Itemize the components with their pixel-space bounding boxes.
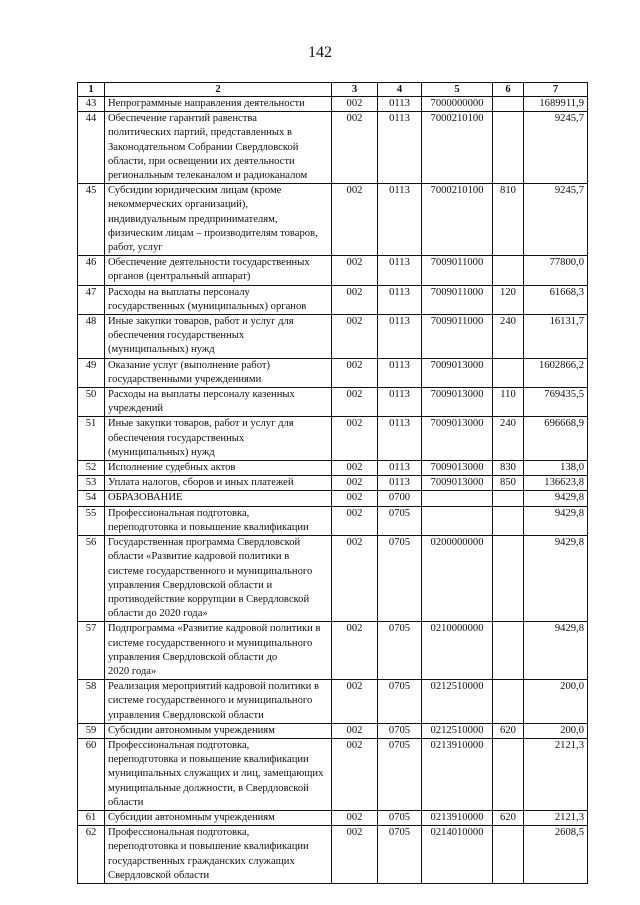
item-name-line: системе государственного и муниципального [108,695,313,707]
target-article-cell: 7009011000 [422,256,493,285]
item-name-cell [105,491,332,506]
row-number-cell: 43 [78,97,105,112]
item-name-cell [105,112,332,184]
page-number: 142 [308,44,332,61]
item-name-cell [105,826,332,884]
item-name-cell [105,810,332,825]
target-article-cell: 7009013000 [422,358,493,387]
item-name-cell [105,285,332,314]
row-number-cell: 59 [78,723,105,738]
ministry-code-cell: 002 [332,622,378,680]
section-code-cell: 0705 [378,622,422,680]
item-name-line: региональным телеканалом и радиоканалом [108,170,308,182]
target-article-cell: 0214010000 [422,826,493,884]
ministry-code-cell: 002 [332,476,378,491]
item-name-cell [105,417,332,461]
item-name-cell [105,738,332,810]
item-name-line: системе государственного и муниципального [108,637,313,649]
amount-cell: 77800,0 [524,256,588,285]
amount-cell: 9245,7 [524,112,588,184]
section-code-cell: 0705 [378,536,422,622]
target-article-cell: 7009011000 [422,315,493,359]
table-row [78,826,588,884]
item-name-line: Расходы на выплаты персоналу [108,286,250,298]
row-number-cell: 45 [78,184,105,256]
item-name-line: государственных гражданских служащих [108,855,295,867]
column-header: 6 [493,83,524,97]
item-name-line: Свердловской области [108,869,210,881]
amount-cell: 9429,8 [524,536,588,622]
amount-cell: 61668,3 [524,285,588,314]
expense-type-cell: 120 [493,285,524,314]
table-row [78,723,588,738]
row-number-cell: 57 [78,622,105,680]
column-header: 2 [105,83,332,97]
expense-type-cell: 830 [493,461,524,476]
amount-cell: 2121,3 [524,738,588,810]
item-name-line: физическим лицам – производителям товаров, [108,227,318,239]
expense-type-cell [493,112,524,184]
table-row [78,461,588,476]
target-article-cell: 7000210100 [422,112,493,184]
column-header: 5 [422,83,493,97]
item-name-line: политических партий, представленных в [108,127,292,139]
item-name-line: области до 2020 года» [108,608,208,620]
ministry-code-cell: 002 [332,491,378,506]
amount-cell: 200,0 [524,723,588,738]
item-name-line: Расходы на выплаты персоналу казенных [108,389,295,401]
target-article-cell: 7009013000 [422,417,493,461]
item-name-line: управления Свердловской области и [108,579,273,591]
item-name-line: муниципальные должности, в Свердловской [108,782,309,794]
amount-cell: 2608,5 [524,826,588,884]
amount-cell: 9429,8 [524,491,588,506]
item-name-cell [105,536,332,622]
section-code-cell: 0705 [378,826,422,884]
row-number-cell: 51 [78,417,105,461]
item-name-cell [105,184,332,256]
expense-type-cell: 810 [493,184,524,256]
item-name-line: органов (центральный аппарат) [108,271,251,283]
item-name-line: Обеспечение гарантий равенства [108,113,257,125]
expense-type-cell [493,738,524,810]
expense-type-cell [493,256,524,285]
target-article-cell: 7009013000 [422,476,493,491]
item-name-line: Обеспечение деятельности государственных [108,257,310,269]
ministry-code-cell: 002 [332,536,378,622]
table-row [78,184,588,256]
expense-type-cell: 850 [493,476,524,491]
ministry-code-cell: 002 [332,112,378,184]
section-code-cell: 0113 [378,112,422,184]
item-name-line: Оказание услуг (выполнение работ) [108,359,271,371]
table-row [78,491,588,506]
section-code-cell: 0705 [378,738,422,810]
amount-cell: 9245,7 [524,184,588,256]
item-name-line: учреждений [108,403,164,415]
ministry-code-cell: 002 [332,680,378,724]
item-name-line: Законодательном Собрании Свердловской [108,141,299,153]
expense-type-cell: 240 [493,315,524,359]
row-number-cell: 49 [78,358,105,387]
item-name-cell [105,358,332,387]
expense-type-cell: 240 [493,417,524,461]
amount-cell: 696668,9 [524,417,588,461]
table-row [78,810,588,825]
expense-type-cell: 110 [493,388,524,417]
item-name-cell [105,622,332,680]
table-row [78,622,588,680]
item-name-line: области [108,796,144,808]
table-row [78,388,588,417]
item-name-line: Реализация мероприятий кадровой политики в [108,681,319,693]
row-number-cell: 44 [78,112,105,184]
item-name-line: Непрограммные направления деятельности [108,98,305,109]
table-header-row [78,83,588,97]
item-name-cell [105,461,332,476]
ministry-code-cell: 002 [332,97,378,112]
item-name-line: обеспечения государственных [108,330,245,342]
section-code-cell: 0113 [378,417,422,461]
ministry-code-cell: 002 [332,315,378,359]
item-name-line: Субсидии юридическим лицам (кроме [108,185,282,197]
target-article-cell: 0212510000 [422,680,493,724]
ministry-code-cell: 002 [332,256,378,285]
amount-cell: 769435,5 [524,388,588,417]
column-header: 1 [78,83,105,97]
table-row [78,112,588,184]
row-number-cell: 48 [78,315,105,359]
item-name-line: переподготовка и повышение квалификации [108,521,309,533]
section-code-cell: 0700 [378,491,422,506]
target-article-cell: 0210000000 [422,622,493,680]
ministry-code-cell: 002 [332,723,378,738]
row-number-cell: 52 [78,461,105,476]
table-row [78,285,588,314]
item-name-line: индивидуальным предпринимателям, [108,213,278,225]
section-code-cell: 0113 [378,358,422,387]
item-name-line: Подпрограмма «Развитие кадровой политики в [108,623,321,635]
row-number-cell: 62 [78,826,105,884]
expense-type-cell: 620 [493,723,524,738]
expense-type-cell [493,358,524,387]
item-name-line: (муниципальных) нужд [108,446,215,458]
item-name-cell [105,256,332,285]
table-row [78,738,588,810]
ministry-code-cell: 002 [332,184,378,256]
item-name-line: государственными учреждениями [108,373,262,385]
amount-cell: 200,0 [524,680,588,724]
amount-cell: 1689911,9 [524,97,588,112]
ministry-code-cell: 002 [332,826,378,884]
item-name-line: управления Свердловской области [108,709,264,721]
section-code-cell: 0113 [378,256,422,285]
column-header: 3 [332,83,378,97]
item-name-line: (муниципальных) нужд [108,344,215,356]
row-number-cell: 46 [78,256,105,285]
item-name-line: Субсидии автономным учреждениям [108,811,275,823]
table-row [78,506,588,535]
target-article-cell: 0213910000 [422,738,493,810]
section-code-cell: 0705 [378,723,422,738]
section-code-cell: 0113 [378,315,422,359]
item-name-line: Государственная программа Свердловской [108,537,301,549]
item-name-cell [105,315,332,359]
row-number-cell: 55 [78,506,105,535]
target-article-cell: 7009013000 [422,461,493,476]
target-article-cell [422,491,493,506]
amount-cell: 2121,3 [524,810,588,825]
ministry-code-cell: 002 [332,417,378,461]
ministry-code-cell: 002 [332,738,378,810]
target-article-cell: 7000000000 [422,97,493,112]
expense-type-cell [493,622,524,680]
ministry-code-cell: 002 [332,358,378,387]
item-name-line: государственных (муниципальных) органов [108,300,307,312]
item-name-line: Уплата налогов, сборов и иных платежей [108,477,294,489]
row-number-cell: 56 [78,536,105,622]
item-name-line: переподготовка и повышение квалификации [108,841,309,853]
ministry-code-cell: 002 [332,461,378,476]
item-name-line: Иные закупки товаров, работ и услуг для [108,418,294,430]
item-name-line: некоммерческих организаций), [108,199,249,211]
item-name-line: Иные закупки товаров, работ и услуг для [108,316,294,328]
target-article-cell: 0200000000 [422,536,493,622]
target-article-cell: 0212510000 [422,723,493,738]
item-name-line: области «Развитие кадровой политики в [108,551,290,563]
item-name-cell [105,388,332,417]
item-name-line: Исполнение судебных актов [108,462,236,474]
item-name-line: Субсидии автономным учреждениям [108,724,275,736]
section-code-cell: 0113 [378,184,422,256]
amount-cell: 1602866,2 [524,358,588,387]
amount-cell: 138,0 [524,461,588,476]
expense-type-cell [493,826,524,884]
item-name-line: переподготовка и повышение квалификации [108,754,309,766]
item-name-line: Профессиональная подготовка, [108,827,250,839]
item-name-line: управления Свердловской области до [108,651,278,663]
item-name-line: Профессиональная подготовка, [108,507,250,519]
column-header: 4 [378,83,422,97]
amount-cell: 9429,8 [524,622,588,680]
item-name-cell [105,97,332,112]
table-row [78,358,588,387]
ministry-code-cell: 002 [332,285,378,314]
section-code-cell: 0113 [378,97,422,112]
section-code-cell: 0705 [378,810,422,825]
table-row [78,97,588,112]
item-name-line: ОБРАЗОВАНИЕ [108,492,183,504]
ministry-code-cell: 002 [332,506,378,535]
expense-type-cell [493,506,524,535]
amount-cell: 9429,8 [524,506,588,535]
section-code-cell: 0113 [378,476,422,491]
ministry-code-cell: 002 [332,810,378,825]
target-article-cell [422,506,493,535]
table-row [78,680,588,724]
expense-type-cell [493,536,524,622]
item-name-line: противодействие коррупции в Свердловской [108,593,310,605]
row-number-cell: 60 [78,738,105,810]
row-number-cell: 58 [78,680,105,724]
item-name-line: 2020 года» [108,665,157,677]
expense-type-cell [493,680,524,724]
item-name-cell [105,476,332,491]
item-name-cell [105,506,332,535]
table-row [78,256,588,285]
item-name-line: муниципальных служащих и лиц, замещающих [108,768,324,780]
section-code-cell: 0113 [378,285,422,314]
item-name-line: работ, услуг [108,242,163,254]
amount-cell: 16131,7 [524,315,588,359]
item-name-line: обеспечения государственных [108,432,245,444]
target-article-cell: 7009011000 [422,285,493,314]
section-code-cell: 0705 [378,506,422,535]
amount-cell: 136623,8 [524,476,588,491]
target-article-cell: 7000210100 [422,184,493,256]
table-body [78,97,588,884]
expense-type-cell [493,97,524,112]
row-number-cell: 53 [78,476,105,491]
item-name-cell [105,723,332,738]
section-code-cell: 0113 [378,461,422,476]
section-code-cell: 0113 [378,388,422,417]
item-name-line: области, при освещении их деятельности [108,155,295,167]
item-name-cell [105,680,332,724]
table-row [78,476,588,491]
table-row [78,536,588,622]
row-number-cell: 61 [78,810,105,825]
item-name-line: Профессиональная подготовка, [108,739,250,751]
row-number-cell: 47 [78,285,105,314]
budget-table [77,82,588,884]
item-name-line: системе государственного и муниципального [108,565,313,577]
table-row [78,417,588,461]
table-row [78,315,588,359]
expense-type-cell: 620 [493,810,524,825]
target-article-cell: 7009013000 [422,388,493,417]
column-header: 7 [524,83,588,97]
ministry-code-cell: 002 [332,388,378,417]
target-article-cell: 0213910000 [422,810,493,825]
expense-type-cell [493,491,524,506]
section-code-cell: 0705 [378,680,422,724]
row-number-cell: 54 [78,491,105,506]
row-number-cell: 50 [78,388,105,417]
